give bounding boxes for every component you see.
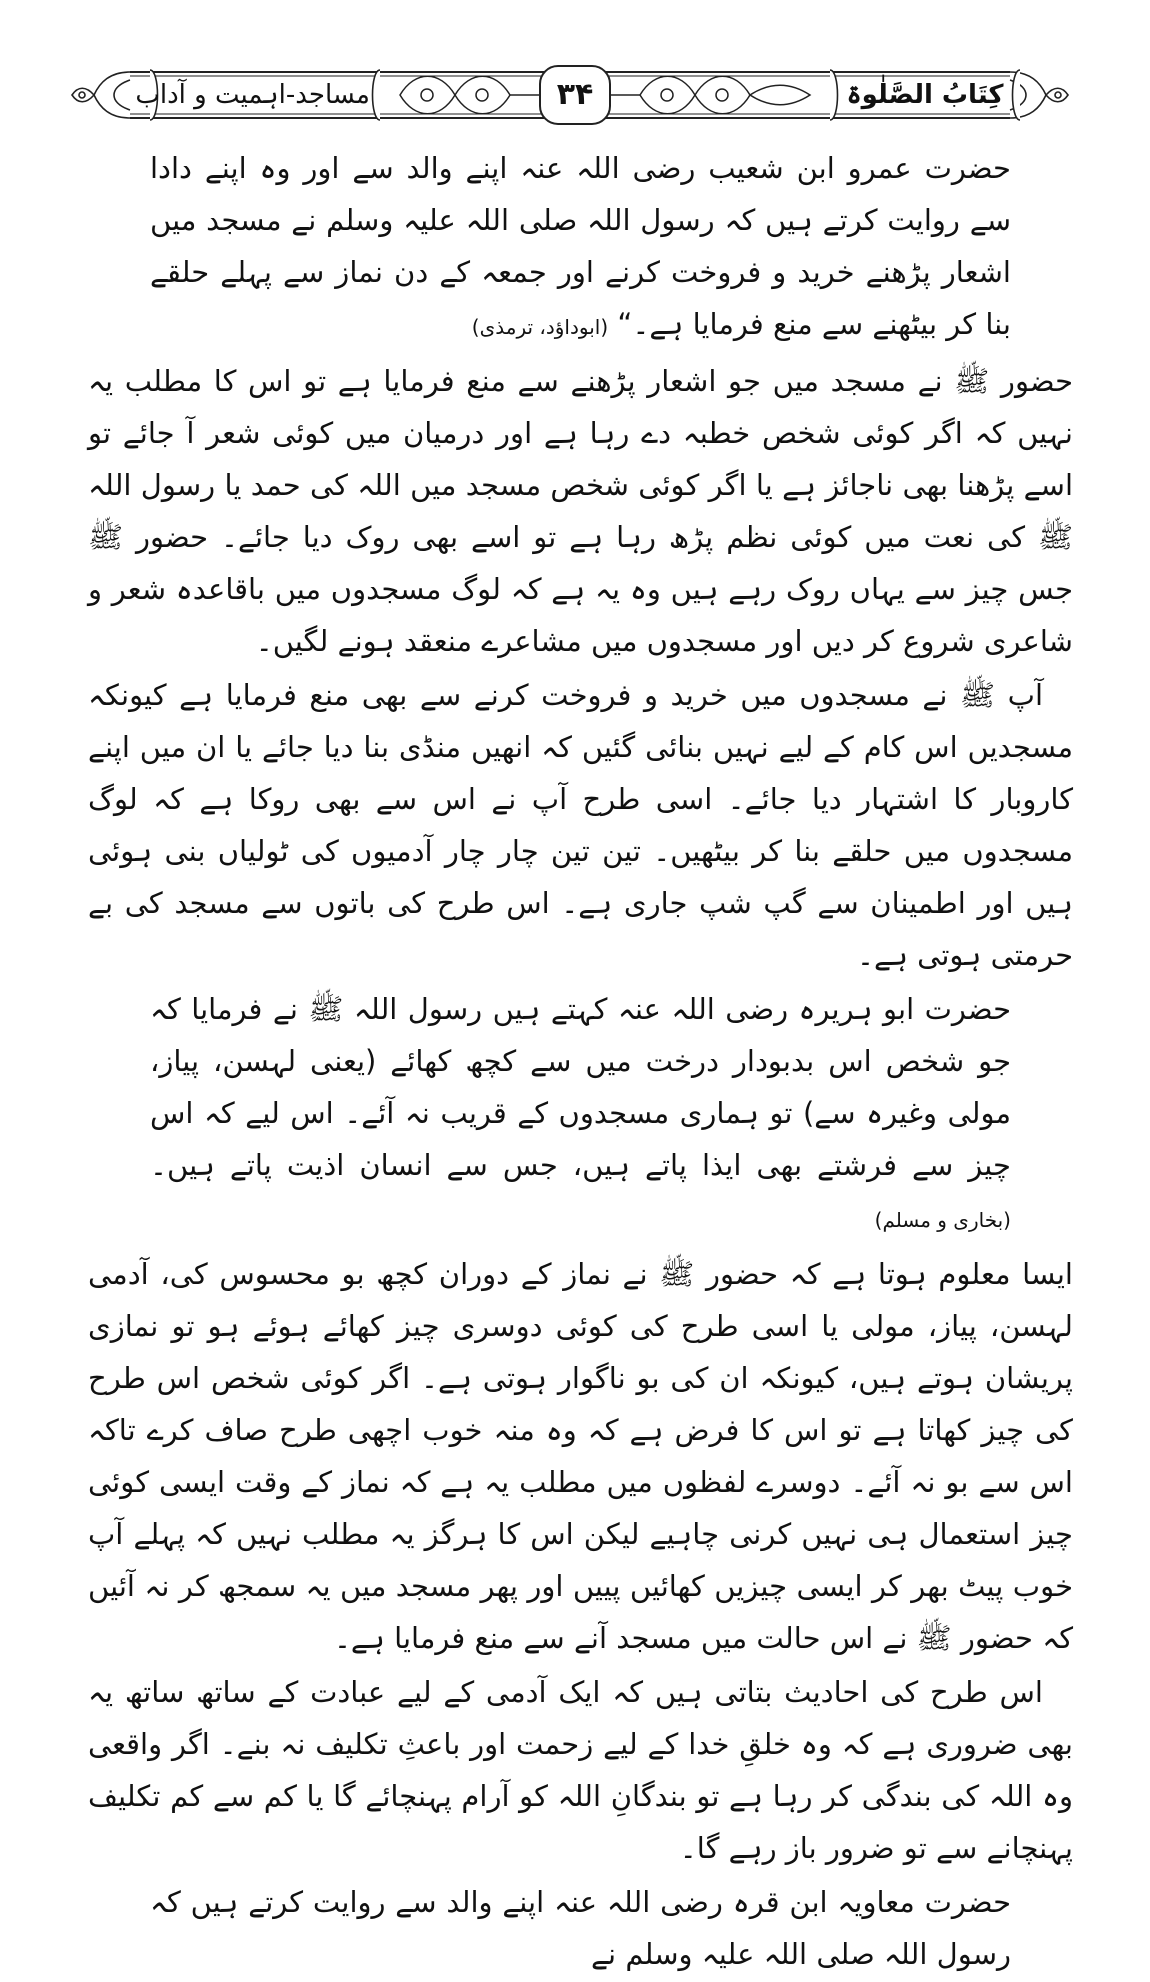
left-flourish-icon xyxy=(72,72,130,118)
chapter-title: مساجد-اہمیت و آداب xyxy=(135,80,370,110)
page-number: ۳۴ xyxy=(556,77,594,112)
page-header xyxy=(70,62,1070,128)
paragraph-explanation-2 xyxy=(88,669,1073,981)
hadith-reference: (بخاری و مسلم) xyxy=(874,1208,1011,1232)
paragraph-text: حضرت ابو ہریرہ رضی اللہ عنہ کہتے ہیں رسول اللہ ﷺ نے فرمایا کہ جو شخص اس بدبودار درخت میں سے کچھ کھائے (یعنی لہسن، پیاز، مولی وغیرہ سے) تو ہماری مسجدوں کے قریب نہ آئے۔ اس لیے کہ اس چیز سے فرشتے بھی ایذا پاتے ہیں، جس سے انسان اذیت پاتے ہیں۔ xyxy=(150,992,1011,1182)
paragraph-text: حضرت عمرو ابن شعیب رضی اللہ عنہ اپنے والد سے اور وہ اپنے دادا سے روایت کرتے ہیں کہ رسول اللہ صلی اللہ علیہ وسلم نے مسجد میں اشعار پڑھنے خرید و فروخت کرنے اور جمعہ کے دن نماز سے پہلے حلقے بنا کر بیٹھنے سے منع فرمایا ہے۔“ xyxy=(150,151,1011,341)
paragraph-hadith-3 xyxy=(88,1876,1073,1980)
paragraph-text: حضور ﷺ نے مسجد میں جو اشعار پڑھنے سے منع فرمایا ہے تو اس کا مطلب یہ نہیں کہ اگر کوئی شخص خطبہ دے رہا ہے اور درمیان میں کوئی شعر آ جائے تو اسے پڑھنا بھی ناجائز ہے یا اگر کوئی شخص مسجد میں اللہ کی حمد یا رسول اللہ ﷺ کی نعت میں کوئی نظم پڑھ رہا ہے تو اسے بھی روک دیا جائے۔ حضور ﷺ جس چیز سے یہاں روک رہے ہیں وہ یہ ہے کہ لوگ مسجدوں میں باقاعدہ شعر و شاعری شروع کر دیں اور مسجدوں میں مشاعرے منعقد ہونے لگیں۔ xyxy=(88,364,1073,658)
page-body xyxy=(88,142,1073,1982)
book-title: کِتَابُ الصَّلٰوۃ xyxy=(846,80,1004,110)
paragraph-text: آپ ﷺ نے مسجدوں میں خرید و فروخت کرنے سے بھی منع فرمایا ہے کیونکہ مسجدیں اس کام کے لیے نہیں بنائی گئیں کہ انھیں منڈی بنا دیا جائے یا ان میں اپنے کاروبار کا اشتہار دیا جائے۔ اسی طرح آپ نے اس سے بھی روکا ہے کہ لوگ مسجدوں میں حلقے بنا کر بیٹھیں۔ تین تین چار چار آدمیوں کی ٹولیاں بنی ہوئی ہیں اور اطمینان سے گپ شپ جاری ہے۔ اس طرح کی باتوں سے مسجد کی بے حرمتی ہوتی ہے۔ xyxy=(88,678,1073,972)
paragraph-explanation-4 xyxy=(88,1666,1073,1874)
paragraph-explanation-3 xyxy=(88,1248,1073,1664)
paragraph-text: حضرت معاویہ ابن قرہ رضی اللہ عنہ اپنے والد سے روایت کرتے ہیں کہ رسول اللہ صلی اللہ علیہ وسلم نے xyxy=(150,1885,1011,1971)
paragraph-explanation-1 xyxy=(88,355,1073,667)
knot-ornament-icon xyxy=(400,76,540,114)
paragraph-hadith-1 xyxy=(88,142,1073,353)
hadith-reference: (ابوداؤد، ترمذی) xyxy=(471,315,609,339)
paragraph-hadith-2 xyxy=(88,983,1073,1246)
knot-ornament-icon xyxy=(610,76,810,114)
paragraph-text: اس طرح کی احادیث بتاتی ہیں کہ ایک آدمی کے لیے عبادت کے ساتھ ساتھ یہ بھی ضروری ہے کہ وہ خلقِ خدا کے لیے زحمت اور باعثِ تکلیف نہ بنے۔ اگر واقعی وہ اللہ کی بندگی کر رہا ہے تو بندگانِ اللہ کو آرام پہنچائے گا یا کم سے کم تکلیف پہنچانے سے تو ضرور باز رہے گا۔ xyxy=(88,1675,1073,1865)
paragraph-text: ایسا معلوم ہوتا ہے کہ حضور ﷺ نے نماز کے دوران کچھ بو محسوس کی، آدمی لہسن، پیاز، مولی یا اسی طرح کی کوئی دوسری چیز کھائے ہوئے ہو تو نمازی پریشان ہوتے ہیں، کیونکہ ان کی بو ناگوار ہوتی ہے۔ اگر کوئی شخص اس طرح کی چیز کھاتا ہے تو اس کا فرض ہے کہ وہ منہ خوب اچھی طرح صاف کرے تاکہ اس سے بو نہ آئے۔ دوسرے لفظوں میں مطلب یہ ہے کہ نماز کے وقت ایسی کوئی چیز استعمال ہی نہیں کرنی چاہیے لیکن اس کا ہرگز یہ مطلب نہیں کہ پہلے آپ خوب پیٹ بھر کر ایسی چیزیں کھائیں پییں اور پھر مسجد میں یہ سمجھ کر نہ آئیں کہ حضور ﷺ نے اس حالت میں مسجد آنے سے منع فرمایا ہے۔ xyxy=(88,1257,1073,1655)
